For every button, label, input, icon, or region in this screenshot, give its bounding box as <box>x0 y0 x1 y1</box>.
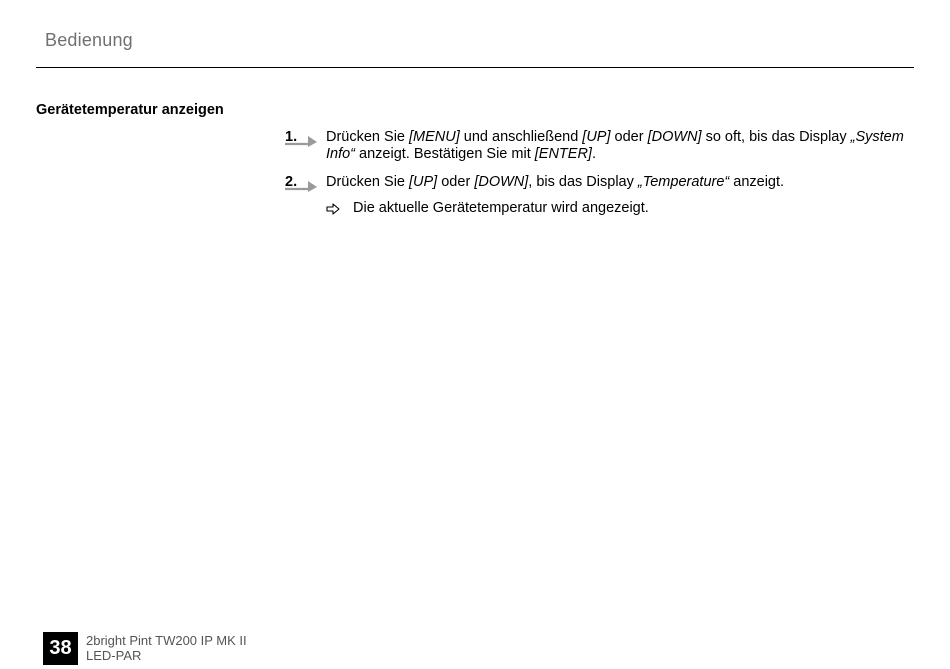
step-text-run: und anschließend <box>459 129 583 145</box>
step-text-run: Drücken Sie <box>326 129 410 145</box>
step-2 <box>285 174 910 191</box>
step-text-keyword: [DOWN] <box>474 174 529 190</box>
footer-product-line-2: LED-PAR <box>86 648 142 663</box>
footer-product-name <box>86 633 247 663</box>
footer-product-line-1: 2bright Pint TW200 IP MK II <box>86 633 247 648</box>
step-marker <box>285 174 321 193</box>
instruction-steps <box>285 129 910 217</box>
header-divider <box>36 67 914 68</box>
step-text-keyword: [ENTER] <box>534 146 592 162</box>
section-heading: Gerätetemperatur anzeigen <box>36 102 224 118</box>
step-text-run: Drücken Sie <box>326 174 410 190</box>
step-text-run: oder <box>610 129 648 145</box>
step-number: 1. <box>285 129 298 145</box>
step-text <box>326 174 910 191</box>
step-text-keyword: „System Info“ <box>326 129 904 162</box>
result-text: Die aktuelle Gerätetemperatur wird angezeigt. <box>353 200 649 216</box>
step-text-keyword: [MENU] <box>409 129 460 145</box>
step-text-run: . <box>591 146 596 162</box>
step-text-run: , bis das Display <box>528 174 638 190</box>
step-1 <box>285 129 910 163</box>
step-marker <box>285 129 321 148</box>
page-number-badge: 38 <box>43 632 78 665</box>
step-text-keyword: [DOWN] <box>647 129 702 145</box>
step-text <box>326 129 910 163</box>
step-number: 2. <box>285 174 298 190</box>
page-header-title: Bedienung <box>45 30 133 50</box>
step-text-run: anzeigt. <box>729 174 785 190</box>
step-text-keyword: [UP] <box>409 174 438 190</box>
step-text-keyword: [UP] <box>582 129 611 145</box>
step-result <box>285 200 910 217</box>
step-text-run: oder <box>437 174 475 190</box>
step-text-run: anzeigt. Bestätigen Sie mit <box>355 146 535 162</box>
step-text-keyword: „Temperature“ <box>637 174 730 190</box>
result-arrow-icon <box>326 203 340 215</box>
step-text-run: so oft, bis das Display <box>701 129 851 145</box>
